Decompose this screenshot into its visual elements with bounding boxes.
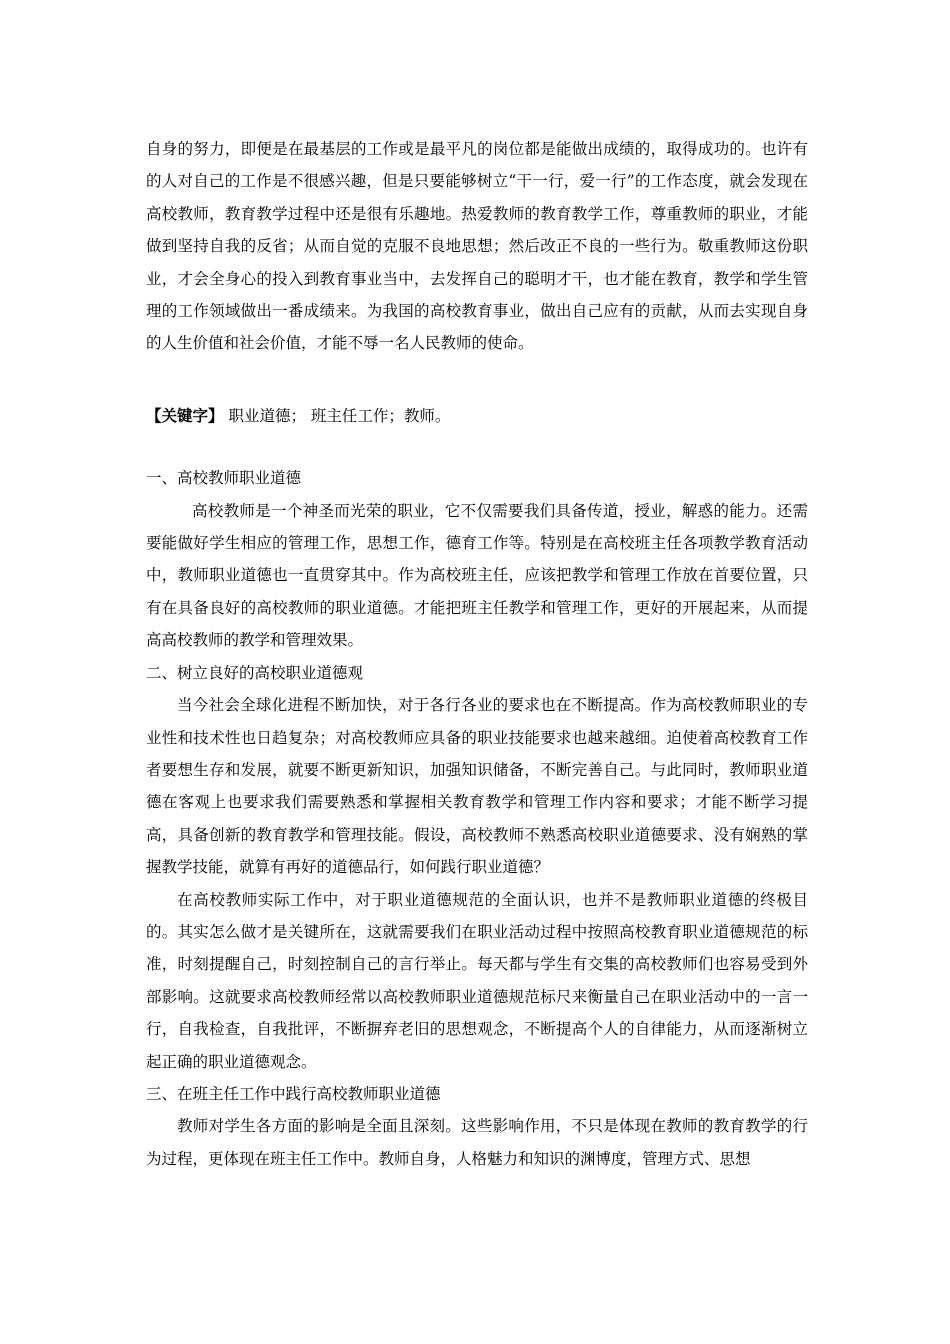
spacer <box>146 360 808 400</box>
abstract-paragraph: 自身的努力，即便是在最基层的工作或是最平凡的岗位都是能做出成绩的，取得成功的。也许有的人对自己的工作是不很感兴趣，但是只要能够树立“干一行，爱一行”的工作态度，就会发现在高校教师，教育教学过程中还是很有乐趣地。热爱教师的教育教学工作，尊重教师的职业，才能做到坚持自我的反省；从而自觉的克服不良地思想；然后改正不良的一些行为。敬重教师这份职业，才会全身心的投入到教育事业当中，去发挥自己的聪明才干，也才能在教育，教学和学生管理的工作领域做出一番成绩来。为我国的高校教育事业，做出自己应有的贡献，从而去实现自身的人生价值和社会价值，才能不辱一名人民教师的使命。 <box>146 140 808 353</box>
keywords-label: 【关键字】 <box>146 406 224 425</box>
section-heading-3: 三、在班主任工作中践行高校教师职业道德 <box>146 1084 441 1103</box>
spacer <box>146 432 808 462</box>
section-2-paragraph-2: 在高校教师实际工作中，对于职业道德规范的全面认识，也并不是教师职业道德的终极目的。其实怎么做才是关键所在，这就需要我们在职业活动过程中按照高校教育职业道德规范的标准，时刻提醒自己，时刻控制自己的言行举止。每天都与学生有交集的高校教师们也容易受到外部影响。这就要求高校教师经常以高校教师职业道德规范标尺来衡量自己在职业活动中的一言一行，自我检查，自我批评，不断摒弃老旧的思想观念，不断提高个人的自律能力，从而逐渐树立起正确的职业道德观念。 <box>146 890 808 1071</box>
section-3-paragraph-1: 教师对学生各方面的影响是全面且深刻。这些影响作用，不只是体现在教师的教育教学的行为过程，更体现在班主任工作中。教师自身，人格魅力和知识的渊博度，管理方式、思想 <box>146 1117 808 1168</box>
section-2-paragraph-1: 当今社会全球化进程不断加快，对于各行各业的要求也在不断提高。作为高校教师职业的专业性和技术性也日趋复杂；对高校教师应具备的职业技能要求也越来越细。迫使着高校教育工作者要想生存和发展，就要不断更新知识，加强知识储备，不断完善自己。与此同时，教师职业道德在客观上也要求我们需要熟悉和掌握相关教育教学和管理工作内容和要求；才能不断学习提高，具备创新的教育教学和管理技能。假设，高校教师不熟悉高校职业道德要求、没有娴熟的掌握教学技能，就算有再好的道德品行，如何践行职业道德？ <box>146 696 808 877</box>
document-body <box>146 133 808 1175</box>
keywords-value: 职业道德； 班主任工作；教师。 <box>223 406 451 425</box>
section-1-paragraph-1: 高校教师是一个神圣而光荣的职业，它不仅需要我们具备传道，授业，解惑的能力。还需要能做好学生相应的管理工作，思想工作，德育工作等。特别是在高校班主任各项教学教育活动中，教师职业道德也一直贯穿其中。作为高校班主任，应该把教学和管理工作放在首要位置，只有在具备良好的高校教师的职业道德。才能把班主任教学和管理工作，更好的开展起来，从而提高高校教师的教学和管理效果。 <box>146 501 808 650</box>
keywords-line <box>146 400 808 432</box>
section-heading-1: 一、高校教师职业道德 <box>146 469 302 488</box>
section-heading-2: 二、树立良好的高校职业道德观 <box>146 663 364 682</box>
